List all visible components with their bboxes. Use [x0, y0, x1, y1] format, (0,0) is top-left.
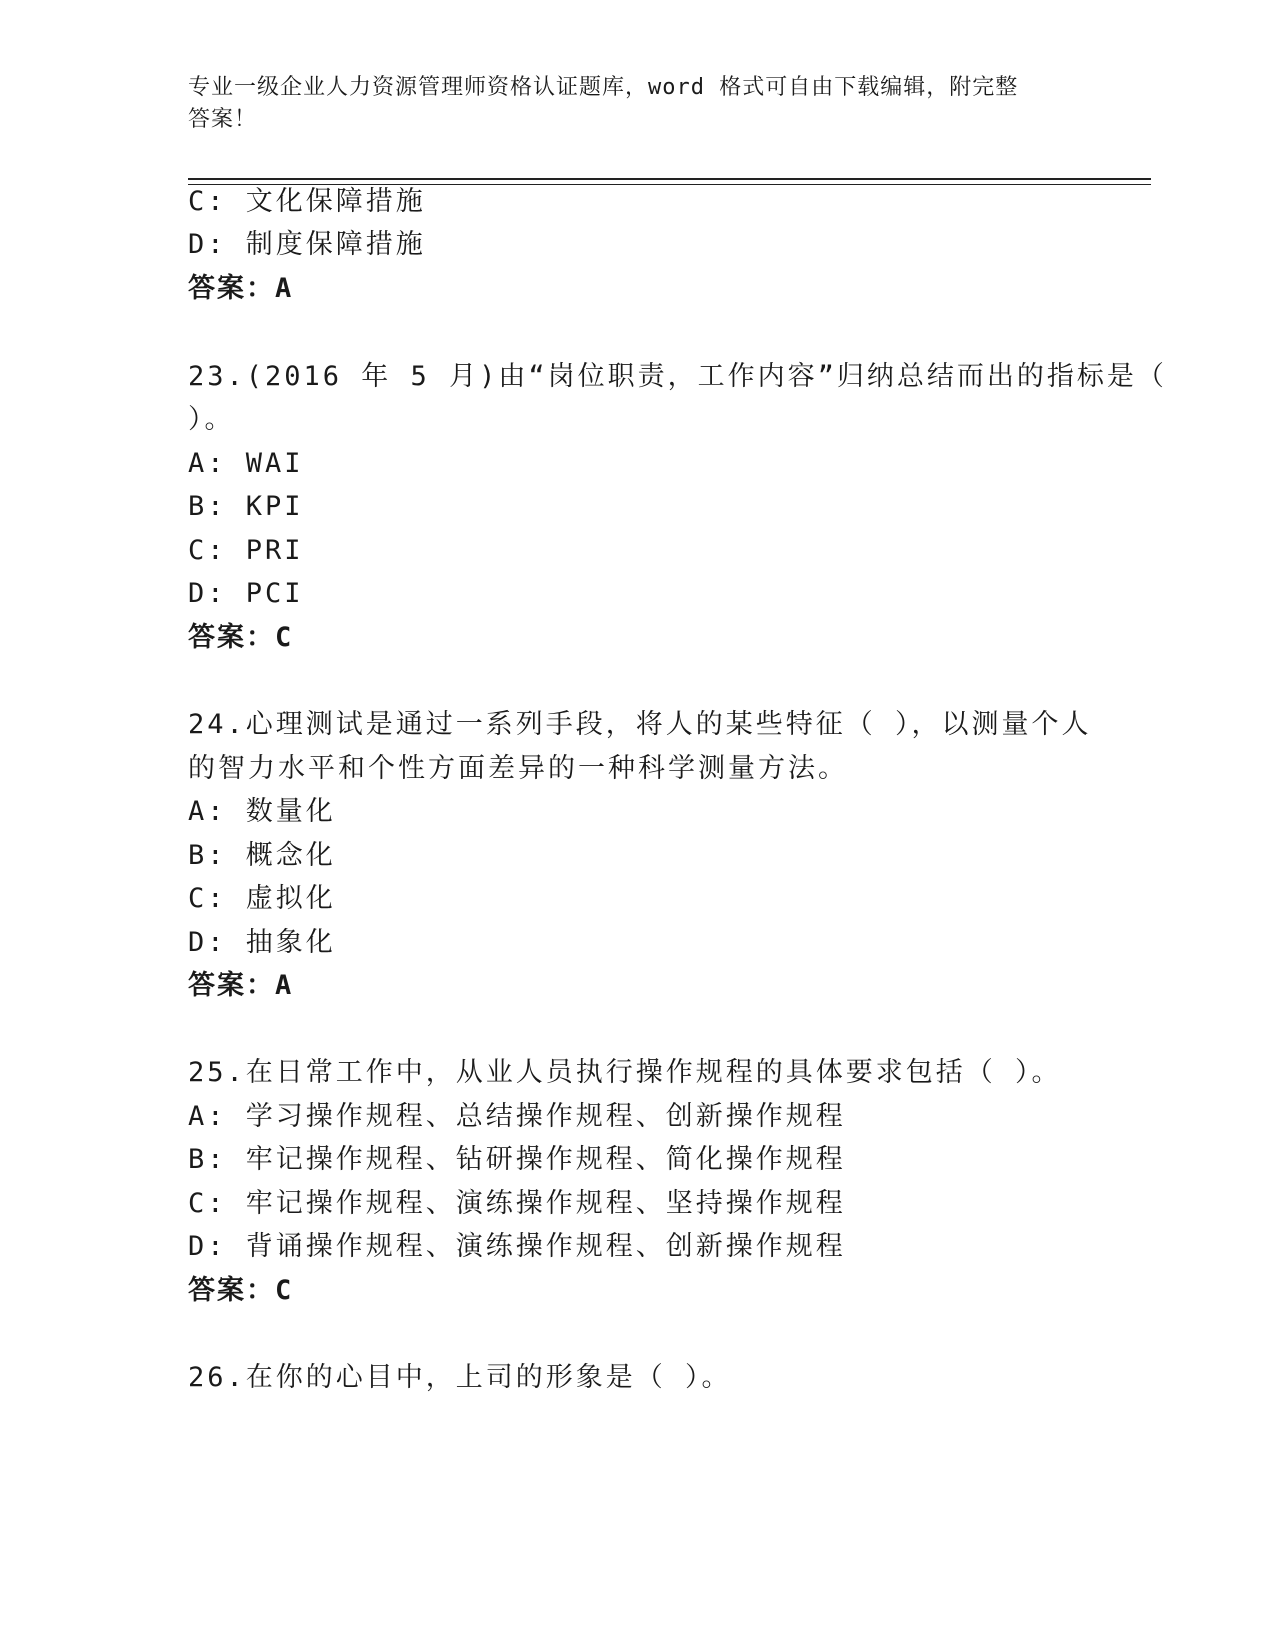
q23-stem-line-2: ）。: [188, 404, 235, 435]
q25-stem-line-1: 25.在日常工作中，从业人员执行操作规程的具体要求包括（ ）。: [188, 1057, 1062, 1088]
q24-answer: 答案：A: [188, 970, 294, 1001]
q24-option-a: A: 数量化: [188, 796, 336, 827]
q24-option-d: D: 抽象化: [188, 927, 336, 958]
header-divider: [188, 178, 1151, 180]
q23-stem-line-1: 23.(2016 年 5 月)由“岗位职责，工作内容”归纳总结而出的指标是（: [188, 361, 1167, 392]
q23-answer: 答案：C: [188, 622, 294, 653]
q25-option-a: A: 学习操作规程、总结操作规程、创新操作规程: [188, 1101, 846, 1132]
q25-answer: 答案：C: [188, 1275, 294, 1306]
q24-stem-line-2: 的智力水平和个性方面差异的一种科学测量方法。: [188, 753, 848, 784]
q23-option-d: D: PCI: [188, 578, 304, 609]
q26-stem-line-1: 26.在你的心目中，上司的形象是（ ）。: [188, 1362, 732, 1393]
q23-option-a: A: WAI: [188, 448, 304, 479]
q24-option-b: B: 概念化: [188, 840, 336, 871]
header-line-2: 答案！: [188, 107, 258, 132]
q25-option-b: B: 牢记操作规程、钻研操作规程、简化操作规程: [188, 1144, 846, 1175]
header-line-1: 专业一级企业人力资源管理师资格认证题库，word 格式可自由下载编辑，附完整: [188, 75, 1019, 100]
q23-option-c: C: PRI: [188, 535, 304, 566]
prev-option-c: C: 文化保障措施: [188, 186, 426, 217]
q23-option-b: B: KPI: [188, 491, 304, 522]
page-header: [188, 72, 1068, 136]
q25-option-c: C: 牢记操作规程、演练操作规程、坚持操作规程: [188, 1188, 846, 1219]
q25-option-d: D: 背诵操作规程、演练操作规程、创新操作规程: [188, 1231, 846, 1262]
prev-option-d: D: 制度保障措施: [188, 229, 426, 260]
q24-option-c: C: 虚拟化: [188, 883, 336, 914]
prev-answer: 答案：A: [188, 273, 294, 304]
q24-stem-line-1: 24.心理测试是通过一系列手段，将人的某些特征（ ），以测量个人: [188, 709, 1092, 740]
